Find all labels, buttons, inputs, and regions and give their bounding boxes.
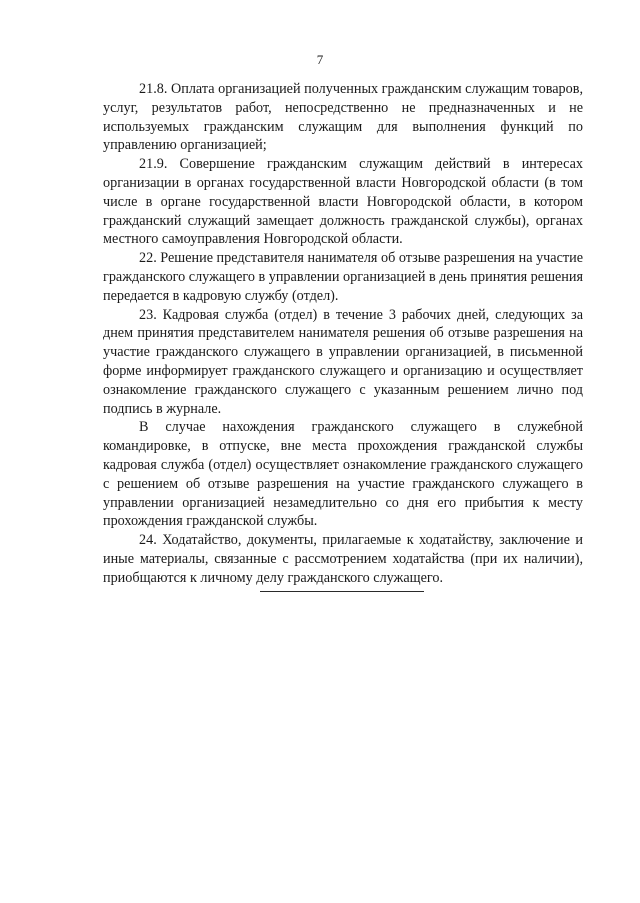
paragraph-21-9: 21.9. Совершение гражданским служащим действий в интересах организации в органах государственной власти Новгородской области (в том числе в органе государственной власти Новгородской области, в котором гражданский служащий замещает должность гражданской службы), органах местного самоуправления Новгородской области. [103, 156, 583, 248]
page-number: 7 [316, 52, 324, 67]
paragraph-21-8: 21.8. Оплата организацией полученных гражданским служащим товаров, услуг, результатов работ, непосредственно не предназначенных и не используемых гражданским служащим для выполнения функций по управлению организацией; [103, 81, 583, 154]
paragraph-23: 23. Кадровая служба (отдел) в течение 3 рабочих дней, следующих за днем принятия представителем нанимателя решения об отзыве разрешения на участие гражданского служащего в управлении организацией, в письменной форме информирует гражданского служащего и организацию и осуществляет ознакомление гражданского служащего с указанным решением лично под подпись в журнале. [103, 306, 583, 417]
document-body [103, 80, 583, 588]
paragraph-24: 24. Ходатайство, документы, прилагаемые к ходатайству, заключение и иные материалы, связанные с рассмотрением ходатайства (при их наличии), приобщаются к личному делу гражданского служащего. [103, 532, 583, 586]
paragraph-22: 22. Решение представителя нанимателя об отзыве разрешения на участие гражданского служащего в управлении организацией в день принятия решения передается в кадровую службу (отдел). [103, 250, 584, 304]
closing-divider [260, 591, 424, 592]
paragraph-23-absence: В случае нахождения гражданского служащего в служебной командировке, в отпуске, вне места прохождения гражданской службы кадровая служба (отдел) осуществляет ознакомление гражданского служащего с решением об отзыве разрешения на участие гражданского служащего в управлении организацией незамедлительно со дня его прибытия к месту прохождения гражданской службы. [103, 419, 583, 530]
